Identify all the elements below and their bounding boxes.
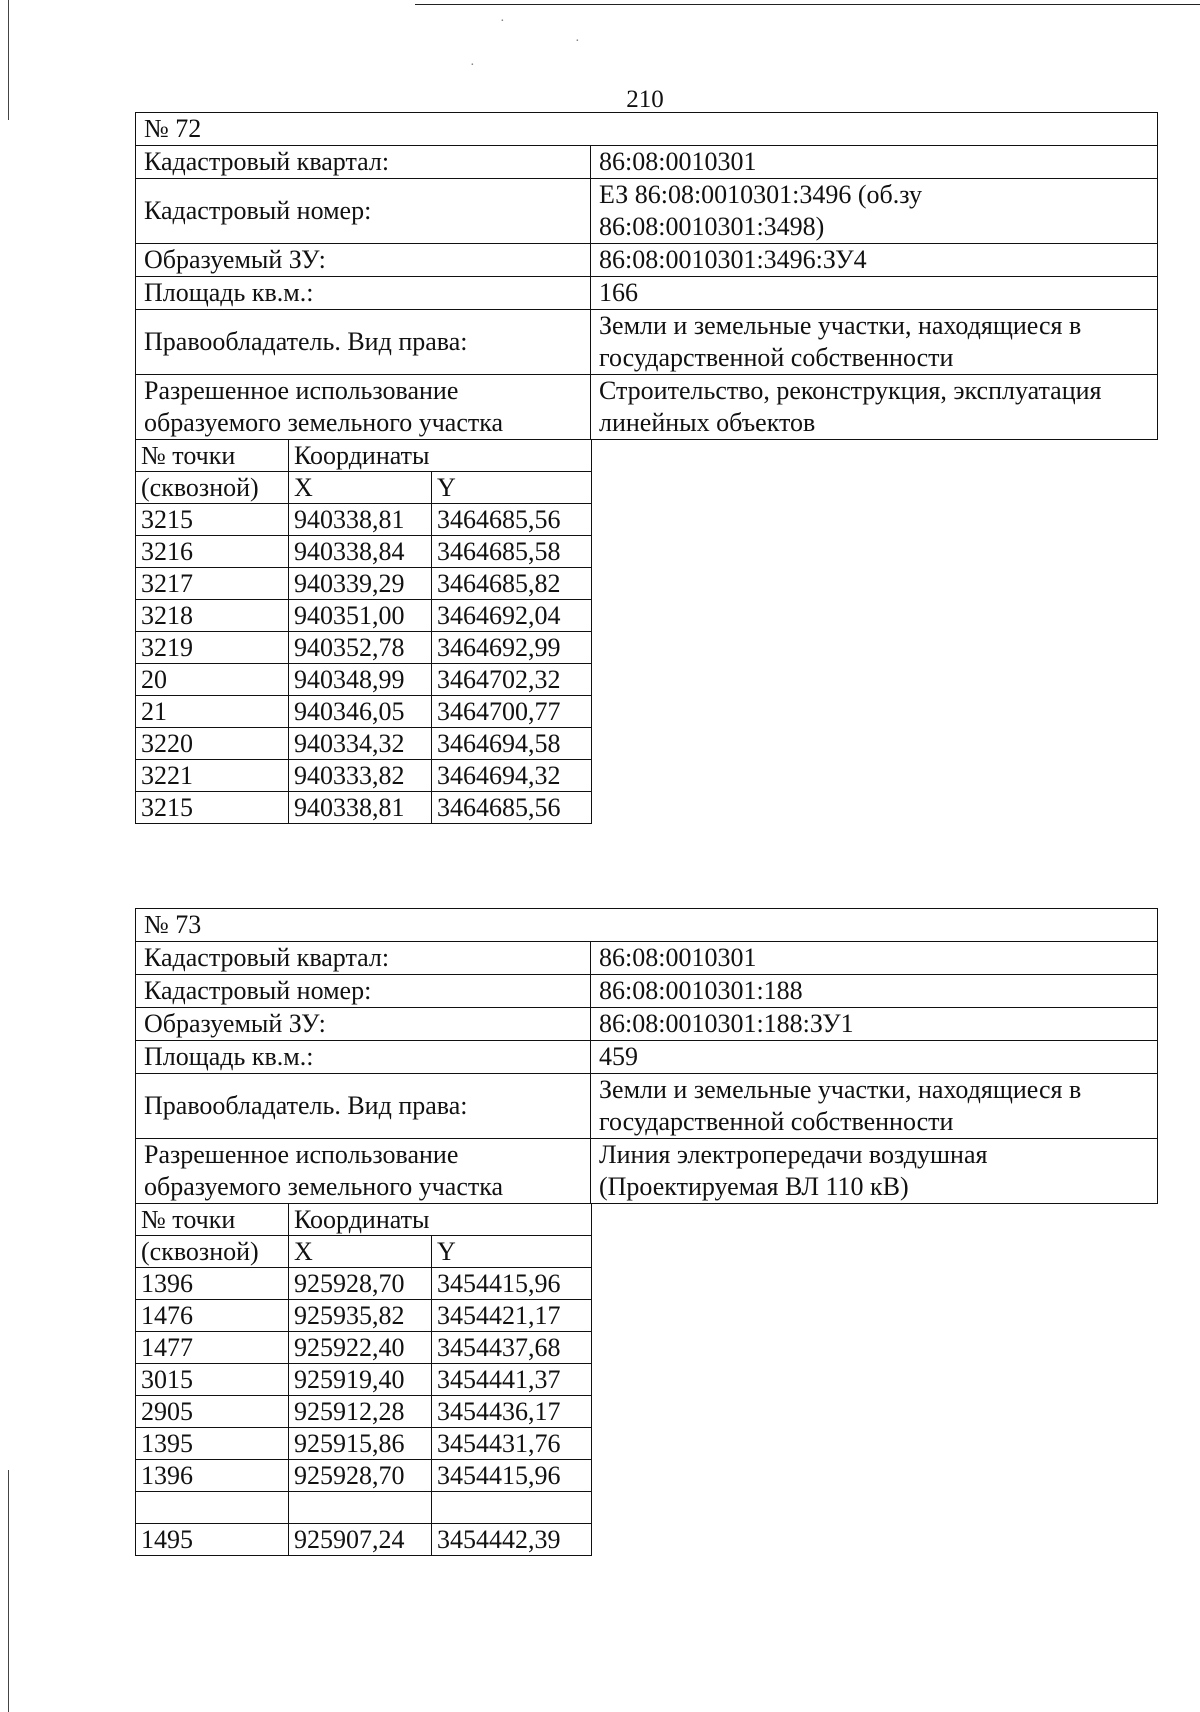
y-coordinate-cell: 3464692,04 [432,599,592,631]
info-value: 86:08:0010301 [591,146,1158,179]
info-value: Линия электропередачи воздушная (Проектируемая ВЛ 110 кВ) [591,1139,1158,1204]
plot-72 [135,112,1158,824]
info-value: 86:08:0010301 [591,942,1158,975]
coordinate-row [136,503,592,535]
plot-info-table [135,112,1158,440]
x-coordinate-cell: 925912,28 [289,1395,432,1427]
x-coordinate-cell: 925928,70 [289,1267,432,1299]
point-header: № точки [136,1203,289,1235]
y-coordinate-cell: 3454441,37 [432,1363,592,1395]
scan-speck: · [500,14,505,29]
coordinate-row [136,1331,592,1363]
coordinate-row [136,1427,592,1459]
plot-info-table [135,908,1158,1204]
x-coordinate-cell: 925928,70 [289,1459,432,1491]
y-coordinate-cell: 3454436,17 [432,1395,592,1427]
point-number-cell: 3220 [136,727,289,759]
info-row [136,1139,1158,1204]
y-coordinate-cell: 3464694,58 [432,727,592,759]
info-label: Площадь кв.м.: [136,277,591,310]
x-coordinate-cell: 925919,40 [289,1363,432,1395]
y-coordinate-cell: 3454421,17 [432,1299,592,1331]
x-coordinate-cell: 940338,84 [289,535,432,567]
info-value: ЕЗ 86:08:0010301:3496 (об.зу 86:08:0010301:3498) [591,179,1158,244]
y-coordinate-cell: 3464692,99 [432,631,592,663]
x-coordinate-cell: 940333,82 [289,759,432,791]
plot-number: № 72 [136,113,1158,146]
plot-73 [135,908,1158,1556]
point-subheader: (сквозной) [136,1235,289,1267]
coordinate-row [136,759,592,791]
x-coordinate-cell: 940339,29 [289,567,432,599]
scan-speck: · [575,34,580,49]
point-subheader: (сквозной) [136,471,289,503]
point-number-cell: 1476 [136,1299,289,1331]
coordinates-table [135,1203,592,1556]
point-number-cell: 3216 [136,535,289,567]
x-coordinate-cell: 925935,82 [289,1299,432,1331]
coordinate-row [136,1267,592,1299]
x-coordinate-cell: 940352,78 [289,631,432,663]
coordinate-rows [136,503,592,823]
coordinate-row [136,663,592,695]
point-number-cell: 1495 [136,1523,289,1555]
coordinate-row [136,1299,592,1331]
x-coordinate-cell: 940346,05 [289,695,432,727]
x-coordinate-cell: 940338,81 [289,791,432,823]
info-value: 86:08:0010301:188 [591,975,1158,1008]
point-number-cell: 3215 [136,791,289,823]
coordinate-row [136,695,592,727]
info-label: Разрешенное использование образуемого земельного участка [136,1139,591,1204]
point-number-cell: 3218 [136,599,289,631]
info-value: Строительство, реконструкция, эксплуатация линейных объектов [591,375,1158,440]
y-coordinate-cell: 3464685,56 [432,791,592,823]
info-row [136,375,1158,440]
info-value: 459 [591,1041,1158,1074]
x-header: X [289,1235,432,1267]
info-value: Земли и земельные участки, находящиеся в государственной собственности [591,1074,1158,1139]
point-number-cell: 3215 [136,503,289,535]
info-label: Разрешенное использование образуемого земельного участка [136,375,591,440]
info-label: Образуемый ЗУ: [136,244,591,277]
point-number-cell: 20 [136,663,289,695]
x-coordinate-cell: 925907,24 [289,1523,432,1555]
coordinate-row [136,1523,592,1555]
y-coordinate-cell: 3454437,68 [432,1331,592,1363]
point-number-cell: 1396 [136,1459,289,1491]
coordinate-rows [136,1267,592,1555]
coordinate-row [136,791,592,823]
x-coordinate-cell: 940351,00 [289,599,432,631]
coordinate-row [136,535,592,567]
info-row [136,1008,1158,1041]
info-value: Земли и земельные участки, находящиеся в государственной собственности [591,310,1158,375]
info-label: Кадастровый квартал: [136,942,591,975]
x-coordinate-cell: 925922,40 [289,1331,432,1363]
coordinate-row [136,567,592,599]
info-value: 166 [591,277,1158,310]
y-header: Y [432,471,592,503]
page-number: 210 [626,86,664,113]
y-coordinate-cell: 3454415,96 [432,1459,592,1491]
info-value: 86:08:0010301:3496:ЗУ4 [591,244,1158,277]
info-row [136,244,1158,277]
y-coordinate-cell: 3464685,82 [432,567,592,599]
point-number-cell: 21 [136,695,289,727]
info-row [136,277,1158,310]
coordinate-row [136,727,592,759]
info-value: 86:08:0010301:188:ЗУ1 [591,1008,1158,1041]
scan-speck: · [470,58,475,73]
x-coordinate-cell [289,1491,432,1523]
scan-left-margin-line-bottom [8,1470,9,1712]
coordinate-row [136,1363,592,1395]
coordinate-row [136,1459,592,1491]
info-label: Кадастровый номер: [136,179,591,244]
info-label: Площадь кв.м.: [136,1041,591,1074]
x-coordinate-cell: 940338,81 [289,503,432,535]
coordinates-header: Координаты [289,439,592,471]
point-number-cell: 1396 [136,1267,289,1299]
y-coordinate-cell: 3454415,96 [432,1267,592,1299]
point-number-cell: 3015 [136,1363,289,1395]
x-coordinate-cell: 940334,32 [289,727,432,759]
point-header: № точки [136,439,289,471]
point-number-cell: 3221 [136,759,289,791]
point-number-cell: 3219 [136,631,289,663]
y-coordinate-cell: 3464685,58 [432,535,592,567]
scan-top-edge-line [415,4,1200,5]
info-label: Кадастровый квартал: [136,146,591,179]
plot-number: № 73 [136,909,1158,942]
info-row [136,310,1158,375]
info-label: Правообладатель. Вид права: [136,1074,591,1139]
point-number-cell [136,1491,289,1523]
coordinate-row [136,1491,592,1523]
point-number-cell: 1395 [136,1427,289,1459]
coordinates-header: Координаты [289,1203,592,1235]
info-row [136,179,1158,244]
y-coordinate-cell [432,1491,592,1523]
point-number-cell: 2905 [136,1395,289,1427]
info-label: Кадастровый номер: [136,975,591,1008]
info-row [136,1074,1158,1139]
x-header: X [289,471,432,503]
y-coordinate-cell: 3454442,39 [432,1523,592,1555]
x-coordinate-cell: 940348,99 [289,663,432,695]
y-coordinate-cell: 3464694,32 [432,759,592,791]
y-coordinate-cell: 3454431,76 [432,1427,592,1459]
y-coordinate-cell: 3464702,32 [432,663,592,695]
coordinates-table [135,439,592,824]
point-number-cell: 3217 [136,567,289,599]
info-label: Образуемый ЗУ: [136,1008,591,1041]
y-coordinate-cell: 3464700,77 [432,695,592,727]
info-row [136,975,1158,1008]
coordinate-row [136,599,592,631]
scan-left-margin-line [8,0,9,120]
y-header: Y [432,1235,592,1267]
coordinate-row [136,631,592,663]
x-coordinate-cell: 925915,86 [289,1427,432,1459]
y-coordinate-cell: 3464685,56 [432,503,592,535]
coordinate-row [136,1395,592,1427]
info-row [136,146,1158,179]
info-row [136,942,1158,975]
point-number-cell: 1477 [136,1331,289,1363]
info-row [136,1041,1158,1074]
info-label: Правообладатель. Вид права: [136,310,591,375]
